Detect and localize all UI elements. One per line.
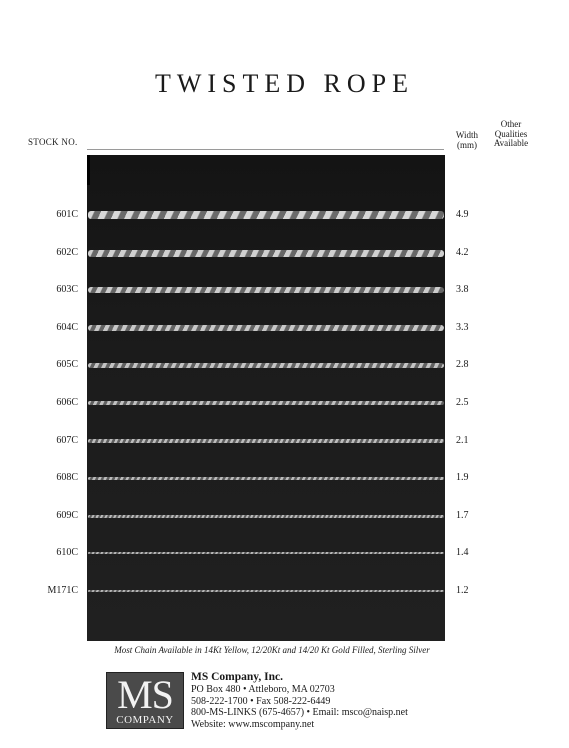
chain-width: 1.9 xyxy=(456,472,469,483)
chain-row xyxy=(0,394,569,414)
page-title: TWISTED ROPE xyxy=(154,69,415,98)
chain-row xyxy=(0,507,569,527)
other-header-line: Qualities xyxy=(494,128,528,139)
logo-letters: MS xyxy=(117,672,173,717)
chain-width: 3.8 xyxy=(456,284,469,295)
chain-row xyxy=(0,356,569,376)
chain-sample xyxy=(88,250,444,257)
company-phone: 508-222-1700 • Fax 508-222-6449 xyxy=(191,695,331,707)
chain-row xyxy=(0,244,569,264)
chain-row xyxy=(0,206,569,226)
chain-width: 2.5 xyxy=(456,397,469,408)
chain-width: 3.3 xyxy=(456,322,469,333)
chain-sample xyxy=(88,325,444,331)
photo-edge xyxy=(87,155,90,185)
chain-sample xyxy=(88,590,444,592)
chain-sample xyxy=(88,211,444,219)
other-header-line: Available xyxy=(493,138,529,148)
chain-width: 4.2 xyxy=(456,247,469,258)
width-header-line: Width xyxy=(455,130,479,140)
chain-sample xyxy=(88,552,444,554)
chain-width: 1.4 xyxy=(456,547,469,558)
chain-width: 2.1 xyxy=(456,435,469,446)
stock-number-header: STOCK NO. xyxy=(28,137,78,147)
stock-number: 610C xyxy=(56,547,78,558)
company-logo xyxy=(106,672,184,729)
chain-sample xyxy=(88,287,444,293)
chain-width: 2.8 xyxy=(456,359,469,370)
chain-sample xyxy=(88,363,444,368)
company-address: PO Box 480 • Attleboro, MA 02703 xyxy=(191,684,335,695)
stock-number: 602C xyxy=(56,247,78,258)
header-rule xyxy=(87,149,444,150)
chain-width: 1.7 xyxy=(456,510,469,521)
width-header-line: (mm) xyxy=(457,140,477,150)
chain-width: 4.9 xyxy=(456,209,469,220)
chain-row xyxy=(0,544,569,564)
chain-row xyxy=(0,582,569,602)
chain-row xyxy=(0,281,569,301)
stock-number: 606C xyxy=(56,397,78,408)
company-info xyxy=(191,671,408,730)
chain-sample xyxy=(88,477,444,480)
chain-sample xyxy=(88,439,444,443)
logo-word: COMPANY xyxy=(116,714,174,726)
width-header xyxy=(452,130,482,150)
chain-width: 1.2 xyxy=(456,585,469,596)
stock-number: 608C xyxy=(56,472,78,483)
availability-caption: Most Chain Available in 14Kt Yellow, 12/20Kt and 14/20 Kt Gold Filled, Sterling Silver xyxy=(114,645,430,655)
chain-sample xyxy=(88,401,444,405)
chain-row xyxy=(0,432,569,452)
chain-sample xyxy=(88,515,444,518)
stock-number: 604C xyxy=(56,322,78,333)
stock-number: 607C xyxy=(56,435,78,446)
stock-number: 601C xyxy=(56,209,78,220)
stock-number: M171C xyxy=(47,585,78,596)
stock-number: 605C xyxy=(56,359,78,370)
stock-number: 603C xyxy=(56,284,78,295)
other-qualities-header xyxy=(491,120,531,149)
company-tollfree-email: 800-MS-LINKS (675-4657) • Email: msco@naisp.net xyxy=(191,707,408,718)
stock-number: 609C xyxy=(56,510,78,521)
company-website: Website: www.mscompany.net xyxy=(191,718,315,730)
company-name: MS Company, Inc. xyxy=(191,671,284,683)
other-header-line: Other xyxy=(500,119,522,129)
chain-row xyxy=(0,469,569,489)
chain-row xyxy=(0,319,569,339)
